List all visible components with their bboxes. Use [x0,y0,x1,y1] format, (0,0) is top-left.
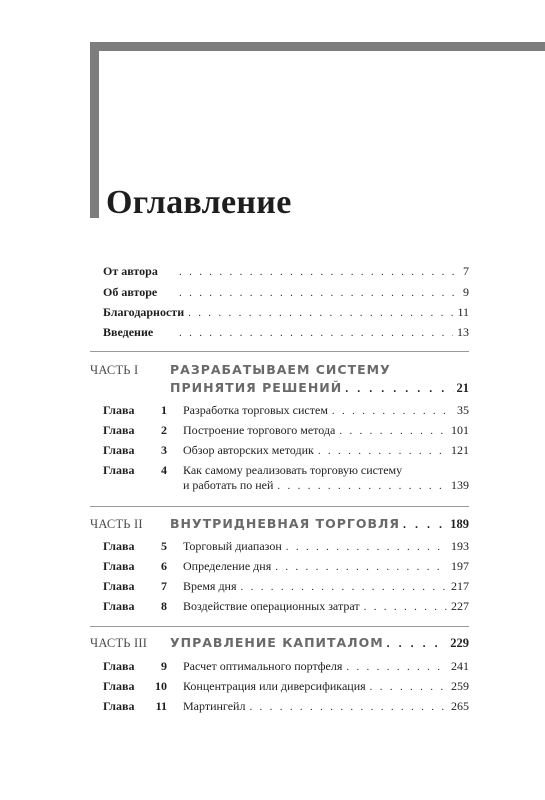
toc-entry-label: Введение [103,325,154,339]
leader-dots [403,517,447,532]
section-divider [90,351,469,352]
chapter-title: Построение торгового метода [183,423,336,437]
chapter-number: 7 [161,579,167,593]
leader-dots [249,701,447,713]
chapter-page: 241 [451,659,469,673]
chapter-page: 101 [451,423,469,437]
part-page: 229 [450,636,469,650]
toc-entry-acknowledgements[interactable] [103,305,469,321]
part-heading-1-line2[interactable] [90,380,469,396]
section-divider [90,626,469,627]
chapter-page: 265 [451,699,469,713]
chapter-page: 139 [451,478,469,492]
chapter-word: Глава [103,559,135,573]
toc-chapter-4-line2[interactable] [103,478,469,493]
leader-dots [345,381,453,396]
chapter-title: Воздействие операционных затрат [183,599,360,613]
toc-chapter-6[interactable] [103,559,469,574]
part-page: 189 [450,517,469,531]
toc-chapter-5[interactable] [103,539,469,554]
leader-dots [277,480,447,492]
part-label: ЧАСТЬ II [90,517,143,531]
toc-entry-page: 9 [463,285,469,299]
chapter-word: Глава [103,443,135,457]
chapter-title-line2: и работать по ней [183,478,274,492]
chapter-page: 193 [451,539,469,553]
chapter-word: Глава [103,679,135,693]
toc-entry-label: Благодарности [103,305,185,319]
toc-chapter-9[interactable] [103,659,469,674]
chapter-number: 8 [161,599,167,613]
toc-entry-page: 7 [463,264,469,278]
part-label: ЧАСТЬ III [90,636,148,650]
toc-entry-from-author[interactable] [103,264,469,280]
chapter-title: Расчет оптимального портфеля [183,659,343,673]
leader-dots [179,287,459,299]
leader-dots [318,445,447,457]
chapter-title: Определение дня [183,559,272,573]
frame-left-bar [90,42,99,218]
leader-dots [364,601,447,613]
chapter-number: 6 [161,559,167,573]
leader-dots [286,541,447,553]
chapter-title-line1: Как самому реализовать торговую систему [183,463,403,477]
toc-chapter-4[interactable] [103,463,469,478]
chapter-number: 4 [161,463,167,477]
chapter-word: Глава [103,403,135,417]
chapter-number: 5 [161,539,167,553]
chapter-number: 3 [161,443,167,457]
chapter-number: 2 [161,423,167,437]
part-heading-1[interactable] [90,362,469,378]
toc-chapter-3[interactable] [103,443,469,458]
chapter-page: 121 [451,443,469,457]
leader-dots [275,561,447,573]
leader-dots [370,681,447,693]
toc-chapter-7[interactable] [103,579,469,594]
chapter-word: Глава [103,579,135,593]
leader-dots [241,581,448,593]
section-divider [90,506,469,507]
leader-dots [179,327,453,339]
chapter-word: Глава [103,539,135,553]
chapter-title: Разработка торговых систем [183,403,328,417]
toc-entry-introduction[interactable] [103,325,469,341]
toc-entry-label: От автора [103,264,158,278]
leader-dots [387,636,448,651]
part-heading-3[interactable] [90,635,469,651]
chapter-number: 1 [161,403,167,417]
page-title: Оглавление [106,184,292,221]
chapter-title: Концентрация или диверсификация [183,679,366,693]
chapter-word: Глава [103,463,135,477]
part-label: ЧАСТЬ I [90,363,139,377]
chapter-word: Глава [103,599,135,613]
part-title: ВНУТРИДНЕВНАЯ ТОРГОВЛЯ [170,516,400,531]
chapter-page: 197 [451,559,469,573]
leader-dots [179,266,459,278]
leader-dots [332,405,453,417]
toc-chapter-10[interactable] [103,679,469,694]
chapter-title: Торговый диапазон [183,539,282,553]
part-heading-2[interactable] [90,516,469,532]
chapter-word: Глава [103,699,135,713]
chapter-word: Глава [103,423,135,437]
chapter-page: 217 [451,579,469,593]
chapter-word: Глава [103,659,135,673]
toc-entry-label: Об авторе [103,285,158,299]
frame-top-bar [90,42,545,51]
chapter-title: Мартингейл [183,699,246,713]
chapter-title: Время дня [183,579,237,593]
toc-entry-about-author[interactable] [103,285,469,301]
chapter-title: Обзор авторских методик [183,443,314,457]
toc-chapter-8[interactable] [103,599,469,614]
chapter-page: 35 [457,403,469,417]
toc-chapter-2[interactable] [103,423,469,438]
toc-chapter-1[interactable] [103,403,469,418]
chapter-page: 259 [451,679,469,693]
chapter-number: 9 [161,659,167,673]
leader-dots [339,425,447,437]
toc-entry-page: 13 [457,325,469,339]
part-title: РАЗРАБАТЫВАЕМ СИСТЕМУ [170,362,391,377]
chapter-number: 10 [155,679,167,693]
toc-entry-page: 11 [457,305,469,319]
leader-dots [188,307,453,319]
part-title: УПРАВЛЕНИЕ КАПИТАЛОМ [170,635,384,650]
toc-chapter-11[interactable] [103,699,469,714]
part-title: ПРИНЯТИЯ РЕШЕНИЙ [170,380,343,395]
chapter-number: 11 [155,699,167,713]
chapter-page: 227 [451,599,469,613]
leader-dots [346,661,447,673]
part-page: 21 [456,381,469,395]
